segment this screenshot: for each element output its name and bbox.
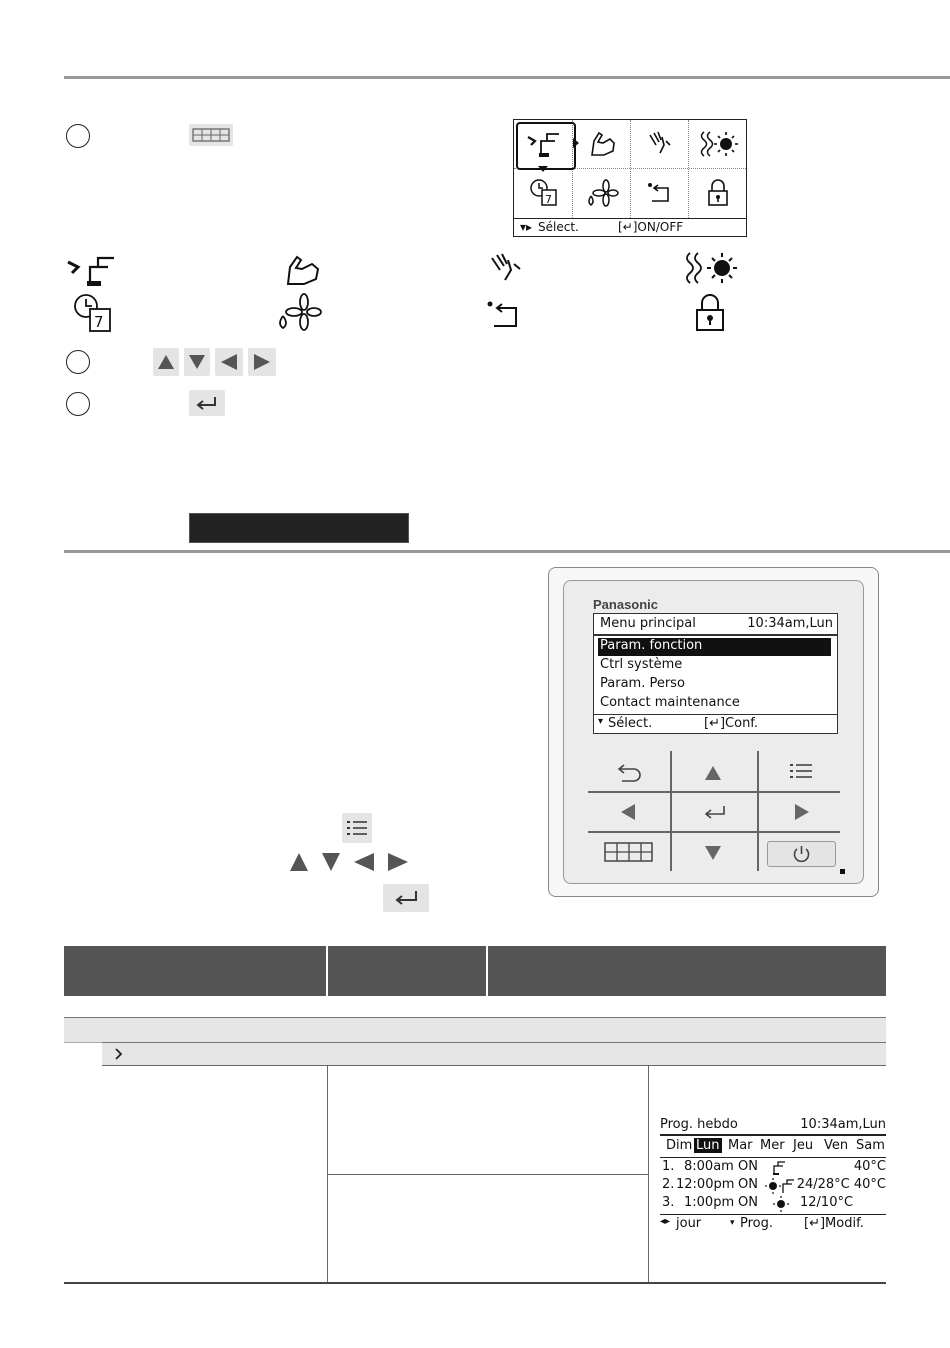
power-button[interactable] bbox=[767, 841, 836, 867]
lock-icon bbox=[689, 169, 746, 217]
enter-key-icon bbox=[383, 884, 429, 912]
footer-day-label: jour bbox=[676, 1216, 702, 1231]
select-arrows-icon: ▾ bbox=[598, 716, 604, 727]
table-section-row bbox=[64, 1017, 886, 1043]
day-tabs bbox=[662, 1138, 886, 1156]
up-arrow-key-icon bbox=[288, 851, 310, 875]
left-button[interactable] bbox=[620, 803, 636, 821]
select-arrows-icon: ▾▸ bbox=[520, 220, 533, 234]
status-led bbox=[840, 869, 845, 874]
brand-logo: Panasonic bbox=[593, 597, 659, 612]
entry-state: ON bbox=[738, 1195, 758, 1210]
enter-button[interactable] bbox=[702, 803, 728, 821]
down-small-icon: ▾ bbox=[730, 1218, 735, 1228]
heat-sun-icon bbox=[689, 120, 746, 168]
step-3-marker bbox=[66, 392, 90, 416]
water-tap-icon bbox=[516, 120, 573, 168]
grid-key-icon bbox=[189, 124, 233, 146]
lock-icon bbox=[692, 292, 728, 338]
day-tab[interactable]: Sam bbox=[856, 1138, 885, 1153]
arm-strength-icon bbox=[573, 120, 630, 168]
footer-prog-label: Prog. bbox=[740, 1216, 774, 1231]
left-arrow-key-icon bbox=[352, 851, 376, 875]
flower-droplet-icon bbox=[573, 169, 630, 217]
table-header bbox=[64, 946, 886, 996]
entry-state: ON bbox=[738, 1177, 758, 1192]
heat-sun-icon bbox=[680, 250, 744, 290]
entry-number: 1. bbox=[662, 1159, 675, 1174]
day-tab-selected[interactable] bbox=[694, 1138, 722, 1153]
water-tap-icon bbox=[780, 1178, 796, 1198]
day-tab[interactable]: Ven bbox=[824, 1138, 849, 1153]
return-icon bbox=[484, 296, 524, 336]
arm-strength-icon bbox=[280, 252, 324, 292]
footer-select-label: Sélect. bbox=[608, 716, 653, 731]
table-subsection-row bbox=[102, 1042, 886, 1066]
program-time: 10:34am,Lun bbox=[800, 1117, 886, 1132]
hand-touch-icon bbox=[486, 250, 528, 290]
menu-item[interactable]: Contact maintenance bbox=[600, 695, 740, 710]
footer-modif-label: [↵]Modif. bbox=[804, 1216, 864, 1231]
return-icon bbox=[631, 169, 688, 217]
top-rule bbox=[64, 76, 950, 79]
section-rule bbox=[64, 550, 950, 553]
screen-title: Menu principal bbox=[600, 616, 696, 631]
svg-text:7: 7 bbox=[544, 193, 552, 206]
right-arrow-key-icon bbox=[386, 851, 410, 875]
menu-item[interactable]: Param. fonction bbox=[600, 638, 703, 653]
step-2-marker bbox=[66, 350, 90, 374]
program-title: Prog. hebdo bbox=[660, 1117, 738, 1132]
remote-screen bbox=[593, 613, 838, 734]
screen-time: 10:34am,Lun bbox=[747, 616, 833, 631]
sun-icon bbox=[772, 1196, 790, 1216]
flower-droplet-icon bbox=[274, 292, 322, 336]
footer-onoff-label: [↵]ON/OFF bbox=[618, 220, 684, 234]
entry-time: 12:00pm bbox=[676, 1177, 735, 1192]
weekly-timer-icon bbox=[72, 292, 116, 338]
up-button[interactable] bbox=[704, 765, 722, 781]
menu-list-key-icon bbox=[342, 813, 372, 843]
day-tab[interactable]: Dim bbox=[666, 1138, 693, 1153]
menu-screen-footer bbox=[514, 218, 746, 236]
water-tap-icon bbox=[770, 1160, 788, 1180]
day-tab-label: Lun bbox=[696, 1138, 720, 1153]
left-right-arrows-icon: ◂▸ bbox=[660, 1216, 671, 1227]
enter-key-icon bbox=[189, 390, 225, 416]
entry-temperature: 12/10°C bbox=[800, 1195, 854, 1210]
right-arrow-key-icon bbox=[248, 348, 276, 376]
day-tab[interactable]: Mar bbox=[728, 1138, 753, 1153]
weekly-timer-icon bbox=[516, 169, 573, 217]
down-arrow-key-icon bbox=[184, 348, 210, 376]
entry-state: ON bbox=[738, 1159, 758, 1174]
remote-face bbox=[563, 580, 864, 884]
down-arrow-key-icon bbox=[320, 851, 342, 875]
chevron-right-icon bbox=[114, 1046, 124, 1065]
right-button[interactable] bbox=[794, 803, 810, 821]
up-arrow-key-icon bbox=[153, 348, 179, 376]
entry-time: 8:00am bbox=[684, 1159, 734, 1174]
footer-confirm-label: [↵]Conf. bbox=[704, 716, 759, 731]
day-tab[interactable]: Mer bbox=[760, 1138, 785, 1153]
entry-number: 3. bbox=[662, 1195, 675, 1210]
day-tab[interactable]: Jeu bbox=[793, 1138, 814, 1153]
footer-select-label: Sélect. bbox=[538, 220, 579, 234]
left-arrow-key-icon bbox=[215, 348, 243, 376]
menu-item[interactable]: Ctrl système bbox=[600, 657, 683, 672]
remote-controller bbox=[548, 567, 879, 897]
highlighted-note-bar bbox=[189, 513, 409, 543]
down-button[interactable] bbox=[704, 845, 722, 861]
hand-touch-icon bbox=[631, 120, 688, 168]
entry-number: 2. bbox=[662, 1177, 675, 1192]
entry-temperature: 24/28°C 40°C bbox=[796, 1177, 886, 1192]
svg-text:7: 7 bbox=[94, 313, 104, 331]
menu-list-button[interactable] bbox=[788, 761, 814, 781]
entry-time: 1:00pm bbox=[684, 1195, 735, 1210]
water-tap-icon bbox=[64, 252, 124, 292]
entry-temperature: 40°C bbox=[853, 1159, 886, 1174]
grid-key-button[interactable] bbox=[604, 841, 654, 863]
step-1-marker bbox=[66, 124, 90, 148]
back-button[interactable] bbox=[614, 761, 644, 783]
menu-item[interactable]: Param. Perso bbox=[600, 676, 685, 691]
menu-screen-mockup bbox=[513, 119, 747, 237]
